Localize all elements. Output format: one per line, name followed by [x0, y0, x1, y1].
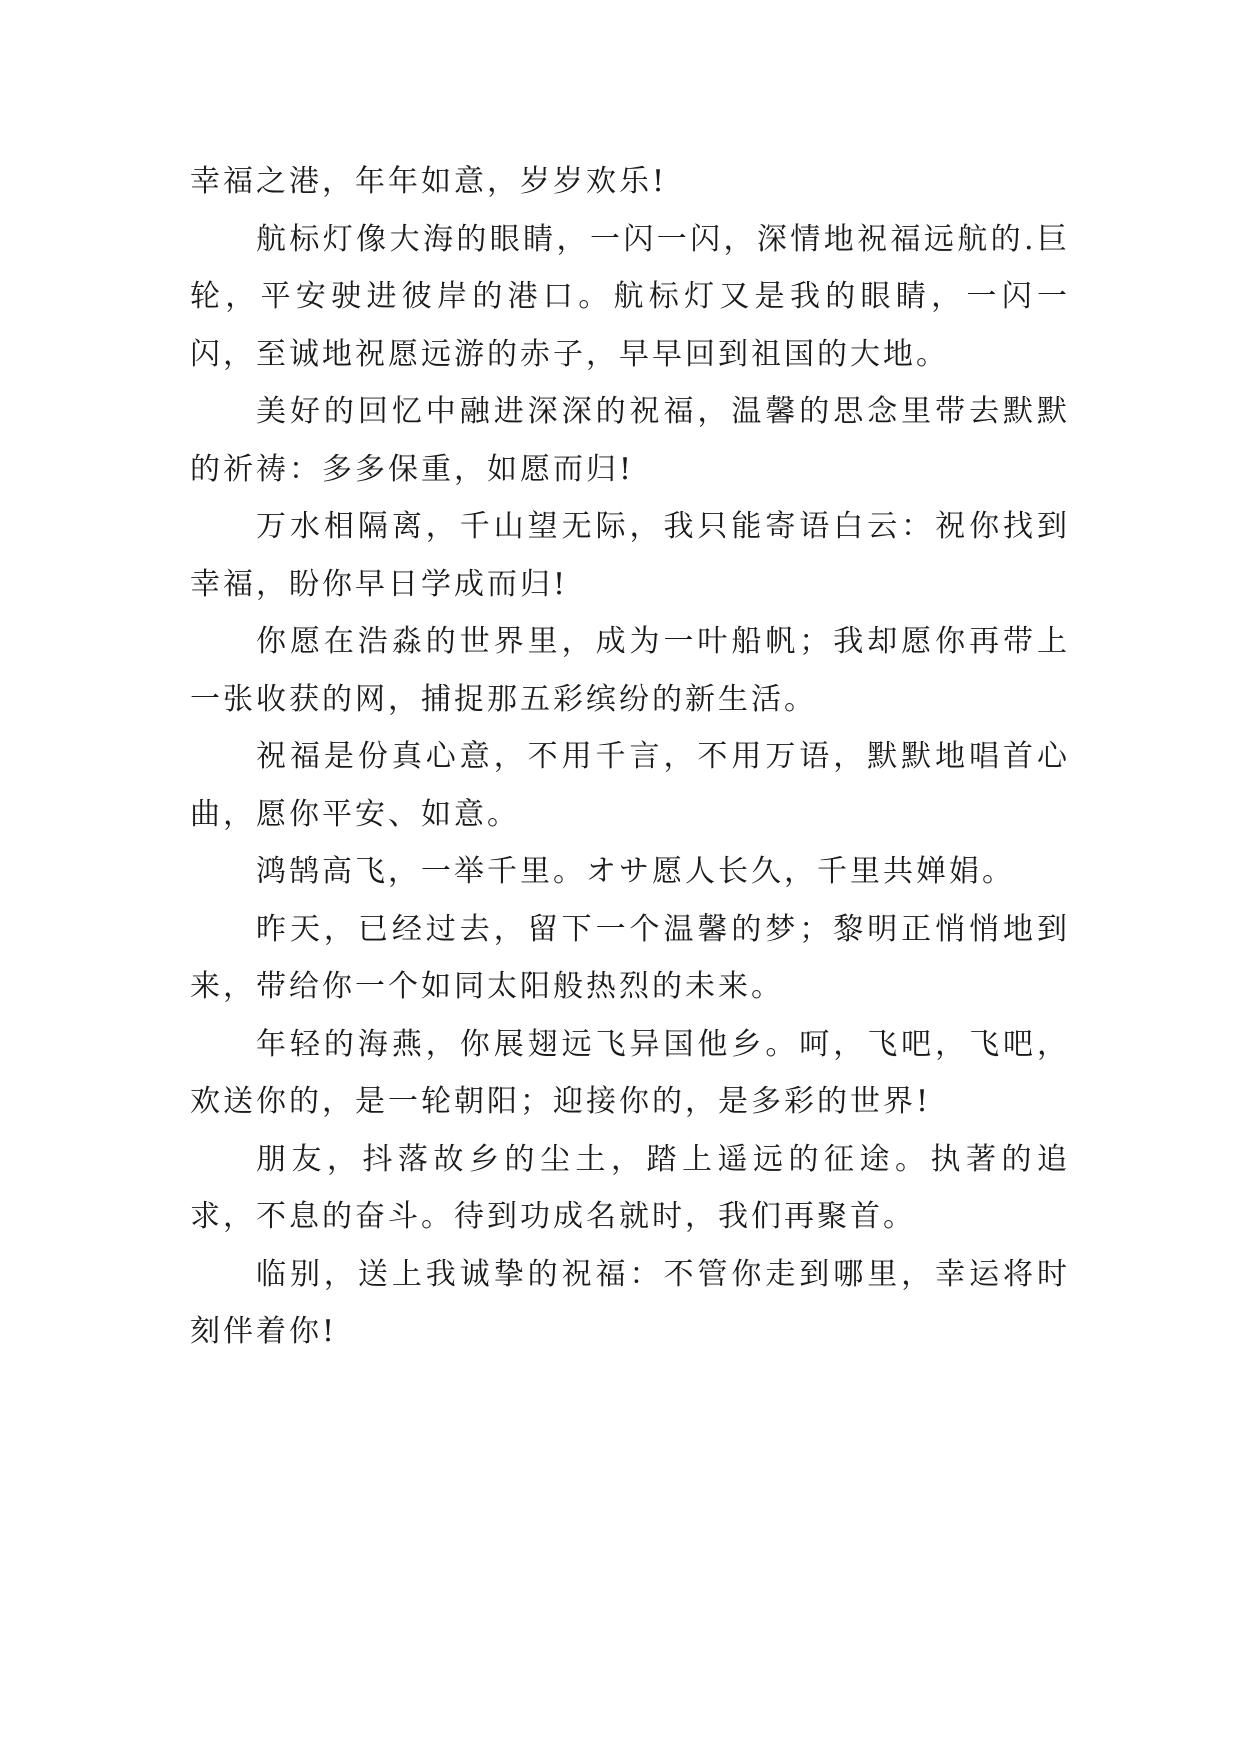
- paragraph-4: 万水相隔离，千山望无际，我只能寄语白云：祝你找到幸福，盼你早日学成而归!: [190, 509, 1070, 602]
- paragraph-5: 你愿在浩淼的世界里，成为一叶船帆；我却愿你再带上一张收获的网，捕捉那五彩缤纷的新生活。: [190, 624, 1070, 717]
- paragraph-7: 鸿鹄高飞，一举千里。オサ愿人长久，千里共婵娟。: [256, 854, 1015, 889]
- paragraph-9: 年轻的海燕，你展翅远飞异国他乡。呵，飞吧，飞吧，欢送你的，是一轮朝阳；迎接你的，是多彩的世界!: [190, 1026, 1070, 1119]
- paragraph-2: 航标灯像大海的眼睛，一闪一闪，深情地祝福远航的.巨轮，平安驶进彼岸的港口。航标灯又是我的眼睛，一闪一闪，至诚地祝愿远游的赤子，早早回到祖国的大地。: [190, 221, 1070, 372]
- paragraph-3: 美好的回忆中融进深深的祝福，温馨的思念里带去默默的祈祷：多多保重，如愿而归!: [190, 394, 1070, 487]
- paragraph-1: 幸福之港，年年如意，岁岁欢乐!: [190, 164, 668, 199]
- paragraph-6: 祝福是份真心意，不用千言，不用万语，默默地唱首心曲，愿你平安、如意。: [190, 739, 1070, 832]
- paragraph-8: 昨天，已经过去，留下一个温馨的梦；黎明正悄悄地到来，带给你一个如同太阳般热烈的未来。: [190, 911, 1070, 1004]
- paragraph-10: 朋友，抖落故乡的尘土，踏上遥远的征途。执著的追求，不息的奋斗。待到功成名就时，我们再聚首。: [190, 1141, 1070, 1234]
- document-body: [190, 153, 1070, 1361]
- paragraph-11: 临别，送上我诚挚的祝福：不管你走到哪里，幸运将时刻伴着你!: [190, 1256, 1070, 1349]
